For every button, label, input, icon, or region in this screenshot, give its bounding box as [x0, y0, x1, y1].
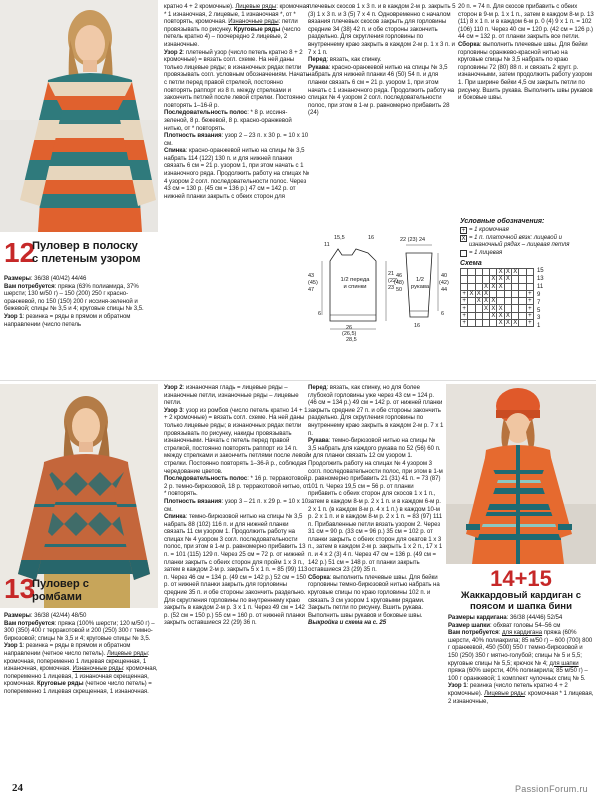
item1415-col: [448, 614, 594, 784]
bold-run: Размеры кардигана: [448, 614, 507, 621]
pattern-cell: X: [469, 291, 474, 298]
dim-26-5: (26,5): [342, 331, 357, 337]
legend-symbol: +: [461, 228, 466, 234]
text-run: : резинка = ряды в прямом и обратном направлении (четное число петель).: [4, 642, 131, 657]
text-paragraph: [4, 620, 158, 643]
text-run: Лицевые ряды: [235, 3, 277, 10]
dim-22-23-24: 22 (23) 24: [400, 237, 426, 243]
text-run: : обхват головы 54–56 см: [489, 621, 561, 629]
dim-42: (42): [439, 280, 449, 286]
bold-run: Узор 1: [4, 312, 23, 320]
text-paragraph: [164, 384, 310, 407]
item12-col3: [308, 3, 456, 211]
bold-run: Плотность вязания: [164, 497, 222, 505]
pattern-cell: +: [462, 312, 466, 319]
text-run: : узор из ромбов (число петель кратно 14 + 1 + 2 кромочные) = вязать согл. схеме. На ней даны только лицевые ряды; в изнаночных рядах петли провязывать по рисунку, накиды провязывать изнаночными. Начать с петель перед правой стрелкой, постоянно повторять раппорт из 14 п. между стрелками и закончить петлями после левой стрелки. Постоянно повторять 1–36-й р., соблюдая чередование цветов.: [164, 406, 309, 475]
bold-run: Вам потребуется: [4, 619, 55, 627]
pattern-cell: [504, 290, 511, 297]
model-photo-striped: [0, 0, 158, 232]
pattern-cell: [468, 283, 475, 290]
text-run: : узор 3 – 21 п. х 29 р. = 10 х 10 см.: [164, 497, 309, 513]
pattern-cell: +: [462, 320, 466, 327]
photo-jacquard-cardigan: [446, 384, 596, 564]
pattern-cell: [468, 269, 475, 276]
pattern-cell: X: [498, 276, 503, 283]
legend-item: [460, 250, 594, 257]
pattern-cell: [490, 320, 497, 327]
pattern-cell: [461, 276, 468, 283]
dim-15-5: 15,5: [334, 235, 345, 241]
model-photo-cardigan: [446, 384, 596, 564]
pattern-cell: [490, 269, 497, 276]
text-run: : темно-бирюзовой нитью на спицы № 3,5 набрать для каждого рукава по 52 (56) 60 п. и для планки связать 12 см узором 1. Продолжить работу на спицах № 4 узором 3 согл. последовательности полос, при этом в 1-м р. равномерно прибавить 21 (31) 41 п. = 73 (87) 101 п. Через 19,5 см = 56 р. от планки прибавить с обеих сторон для скосов 1 х 1 п., затем в каждом 8-м р. 2 х 1 п. и в каждом 6-м р. 2 х 1 п. (в каждом 8-м р. 4 х 1 п.) в каждом 10-м р. 2 х 1 п. и в каждом 8-м р. 2 х 1 п. = 83 (97) 111 п. Прибавленные петли вязать узором 2. Через 31 см = 90 р. (33 см = 96 р.) 35 см = 102 р. от планки закрыть с обеих сторон для окатов 1 х 3 п., затем в каждом 2-м р. закрыть 1 х 2 п., 17 х 1 п. и 4 х 2 (3) 4 п. Через 47 см = 136 р. (49 см = 142 р.) 51 см = 148 р. от планки закрыть оставшиеся 23 (29) 35 п.: [308, 437, 443, 574]
pattern-cell: +: [528, 320, 532, 327]
pattern-cell: [519, 305, 526, 312]
pattern-cell: +: [462, 291, 466, 298]
site-watermark: PassionForum.ru: [514, 784, 588, 794]
text-run: кратно 4 + 2 кромочные).: [164, 3, 236, 10]
dim-44: 44: [441, 287, 448, 293]
text-paragraph: [448, 622, 594, 630]
bold-run: Выкройка и схема на с. 25: [308, 619, 387, 627]
pattern-row-numbers: [537, 268, 544, 331]
pattern-table: [460, 268, 534, 327]
text-run: : 36/38 (42/44) 48/50: [30, 612, 87, 619]
text-run: : узор 2 – 23 п. х 30 р. = 10 х 10 см.: [164, 132, 309, 147]
bold-run: Узор 3: [164, 406, 183, 414]
pattern-cell: X: [484, 291, 489, 298]
item12-col2: [164, 3, 310, 375]
pattern-cell: [497, 298, 504, 305]
pattern-cell: X: [491, 298, 496, 305]
garment-schematic: [308, 225, 456, 345]
pattern-cell: [468, 312, 475, 319]
dim-43: 43: [308, 273, 315, 279]
page-number: 24: [12, 782, 23, 794]
text-paragraph: [4, 283, 158, 313]
pattern-cell: [526, 276, 533, 283]
bold-run: Спинка: [164, 513, 186, 521]
text-run: : темно-бирюзовой нитью на спицы № 3,5 набрать 88 (102) 116 п. и для нижней планки связать 11 см узором 1. Продолжить работу на спицах № 4 узором 3 согл. последовательности полос, при этом в 1-м р. равномерно прибавить 13 п. = 101 (115) 129 п. Через 25 см = 72 р. от нижней планки закрыть с обеих сторон для пройм 1 х 3 п., затем в каждом 2-м р. закрыть 5 х 1 п. = 85 (99) 113 п. Через 46 см = 134 р. (49 см = 142 р.) 52 см = 150 р. от нижней планки закрыть для горловины средние 35 п. и обе стороны закончить раздельно. Для скругления горловины по внутреннему краю закрыть в каждом 2-м р. 3 х 1 п. Через 49 см = 142 р. (52 см = 150 р.) 55 см = 160 р. от нижней планки закрыть оставшиеся 22 (29) 36 п.: [164, 513, 308, 627]
legend-block: [460, 218, 594, 258]
pattern-row: [461, 276, 534, 283]
legend-symbol: X: [461, 236, 466, 242]
legend-text: = 1 кромочная: [469, 227, 509, 233]
pattern-cell: [519, 276, 526, 283]
dim-40: 40: [441, 273, 448, 279]
pattern-cell: [519, 312, 526, 319]
text-run: : красно-оранжевой нитью на спицы № 3,5 набрать для нижней планки 46 (50) 54 п. и для планки связать 6 см = 21 р. узором 1, при этом начать с 1 изнаночного ряда. Продолжить работу на спицах № 4 узором 2 согл. последовательности полос, при этом в 1-м р. равномерно прибавить 28 (24): [308, 63, 455, 117]
pattern-cell: [490, 290, 497, 297]
item12-col4: [458, 3, 594, 215]
text-run: : 36/38 (44/46) 52/54: [506, 614, 563, 621]
pattern-cell: X: [498, 320, 503, 327]
text-run: : красно-оранжевой нитью на спицы № 3,5 набрать 114 (122) 130 п. и для нижней планки связать 6 см = 21 р. узором 1, при этом начать с 1 изнаночного ряда. Продолжить работу на спицах № 4 узором 2 согл. последовательности полос. Через 43 см = 130 р. (45 см = 136 р.) 47 см = 142 р. от нижней планки закрыть с обеих сторон для: [164, 147, 310, 200]
row-number: 13: [536, 275, 544, 282]
bold-run: Рукава: [308, 63, 329, 71]
pattern-cell: [504, 298, 511, 305]
text-run: : резинка (число петель кратно 4 + 2 кромочные).: [448, 682, 568, 697]
pattern-cell: [475, 320, 482, 327]
pattern-cell: [475, 305, 482, 312]
pattern-cell: X: [513, 320, 518, 327]
text-paragraph: [164, 498, 310, 513]
bold-run: Спинка: [164, 147, 186, 155]
pattern-cell: X: [484, 298, 489, 305]
schematic-front-label: 1/2 переда и спинки: [340, 277, 370, 290]
bold-run: Вам потребуется: [448, 629, 499, 637]
text-paragraph: [164, 3, 310, 49]
pattern-cell: [482, 320, 489, 327]
text-run: Изнаночные ряды: [72, 665, 123, 673]
pattern-cell: [519, 269, 526, 276]
pattern-cell: [461, 283, 468, 290]
text-paragraph: [308, 64, 456, 117]
pattern-cell: [475, 312, 482, 319]
pattern-row: [461, 290, 534, 297]
pattern-cell: X: [498, 283, 503, 290]
text-run: : пряжа (63% полиамида, 37% шерсти; 130 м/50 г) – 150 (200) 250 г красно-оранжевой, по 150 (150) 200 г иссиня-зеленой и бежевой; спицы № 3,5 и 4; круговые спицы № 3,5.: [4, 282, 144, 313]
pattern-cell: [468, 298, 475, 305]
dim-46: 46: [396, 273, 403, 279]
row-number: 7: [536, 299, 541, 306]
text-run: (число петель кратно 4) – поочередно 2 лицевые, 2 изнаночные.: [164, 25, 301, 48]
pattern-grid: [460, 268, 594, 331]
pattern-cell: [519, 283, 526, 290]
pattern-row: [461, 305, 534, 312]
text-run: Изнаночные ряды: [228, 18, 279, 26]
pattern-cell: X: [484, 283, 489, 290]
pattern-cell: [482, 269, 489, 276]
pattern-cell: [526, 269, 533, 276]
bold-run: Размеры: [4, 612, 31, 619]
pattern-cell: [512, 298, 519, 305]
pattern-cell: X: [498, 312, 503, 319]
text-paragraph: [164, 109, 310, 132]
pattern-cell: +: [528, 312, 532, 319]
dim-16: 16: [368, 235, 375, 241]
pattern-cell: X: [491, 283, 496, 290]
pattern-cell: [482, 312, 489, 319]
legend-text: = 1 лицевая: [469, 250, 503, 256]
pattern-row: [461, 320, 534, 327]
item1415-number: 14+15: [490, 566, 552, 591]
pattern-cell: X: [498, 269, 503, 276]
pattern-chart: [460, 260, 594, 330]
dim-26: 26: [346, 325, 353, 331]
text-run: Лицевые ряды: [484, 689, 525, 697]
pattern-cell: [512, 312, 519, 319]
text-paragraph: [4, 275, 158, 283]
text-run: :: [498, 629, 502, 637]
pattern-row: [461, 283, 534, 290]
bold-run: Сборка: [458, 40, 480, 48]
photo-striped-pullover: [0, 0, 158, 232]
text-run: : пряжа (100% шерсти; 120 м/50 г) – 300 (350) 400 г терракотовой и 200 (250) 300 г темно-бирюзовой; спицы № 3,5 и 4; круговые спицы № 3,5.: [4, 619, 155, 642]
dim-6b: 6: [441, 311, 445, 317]
pattern-cell: X: [484, 305, 489, 312]
bold-run: Круговые ряды: [36, 680, 84, 688]
text-run: 20 п. = 74 п. Для скосов прибавить с обеих сторон в 9-м р. 1 х 1 п., затем в каждом 8-м р. 13 (11) 8 х 1 п. и в каждом 6-м р. 0 (4) 9 х 1 п. = 102 (106) 110 п. Через 40 см = 120 р. (42 см = 126 р.) 44 см = 132 р. от планки закрыть все петли.: [458, 3, 594, 41]
bold-run: Перед: [308, 56, 327, 64]
text-paragraph: [448, 629, 594, 682]
pattern-cell: X: [505, 320, 510, 327]
text-run: : резинка = ряды в прямом и обратном направлении (число петель: [4, 312, 131, 328]
text-paragraph: [4, 642, 158, 695]
pattern-cell: [504, 283, 511, 290]
text-run: для кардигана: [501, 629, 543, 637]
pattern-cell: [475, 283, 482, 290]
pattern-cell: [468, 276, 475, 283]
text-paragraph: [164, 49, 310, 110]
pattern-cell: X: [476, 291, 481, 298]
pattern-cell: X: [476, 298, 481, 305]
text-run: : изнаночная гладь = лицевые ряды – изнаночные петли, изнаночные ряды – лицевые петли.: [164, 384, 299, 407]
pattern-cell: X: [505, 269, 510, 276]
bold-run: Рукава: [308, 437, 329, 445]
text-run: : кромочная, попеременно 1 лицевая скрещенная, 1 изнаночная, кромочная.: [4, 649, 150, 673]
item12-number: 12: [4, 237, 36, 268]
row-number: 1: [536, 323, 541, 330]
pattern-cell: [468, 320, 475, 327]
pattern-cell: X: [491, 276, 496, 283]
pattern-cell: +: [528, 298, 532, 305]
text-run: пряжа (60% шерсти, 40% полиакрила; 85 м/50 г) – 600 (700) 800 г оранжевой, 450 (500) 550 г темно-бирюзовой и 150 (250) 350 г мятно-голубой; спицы № 5 и 5,5; круговые спицы № 5,5; крючок № 4;: [448, 629, 593, 667]
bold-run: Круговые ряды: [233, 25, 281, 33]
chart-title: Схема: [460, 260, 482, 267]
pattern-cell: X: [498, 305, 503, 312]
pattern-cell: X: [491, 312, 496, 319]
bold-run: Сборка: [308, 573, 330, 581]
item13-col3: [308, 384, 444, 784]
bold-run: Последовательность полос: [164, 109, 248, 117]
dim-28-5: 28,5: [346, 337, 357, 343]
text-paragraph: [308, 574, 444, 620]
pattern-row: [461, 269, 534, 276]
text-paragraph: [308, 56, 456, 64]
pattern-cell: [512, 283, 519, 290]
text-run: : вязать, как спинку, но для более глубокой горловины уже через 43 см = 124 р. (46 см = 134 р.) 49 см = 142 р. от нижней планки закрыть средние 27 п. и обе стороны закончить раздельно. Для скругления горловины по внутреннему краю закрыть в каждом 2-м р. 7 х 1 п.: [308, 384, 444, 437]
text-paragraph: [448, 682, 594, 705]
dim-45: (45): [308, 280, 318, 286]
item12-title: Пуловер в полоску с плетеным узором: [32, 240, 141, 265]
bold-run: Последовательность полос: [164, 475, 248, 483]
bold-run: Плотность вязания: [164, 132, 222, 140]
legend-title: Условные обозначения:: [460, 218, 545, 225]
dim-47: 47: [308, 287, 315, 293]
pattern-cell: +: [462, 298, 466, 305]
bold-run: Размер шапки: [448, 621, 490, 629]
section-divider: [0, 380, 596, 381]
pattern-cell: [512, 290, 519, 297]
pattern-cell: [468, 305, 475, 312]
bold-run: Узор 2: [164, 48, 183, 56]
item13-col2: [164, 384, 310, 784]
text-run: : выполнить плечевые швы. Для бейки горловины оранжево-красной нитью на круговые спицы № 3,5 набрать по краю горловины 72 (80) 88 п. и связать 2 кругг. р. изнаночными, затем продолжить работу узором 1. При ширине бейки 4,5 см закрыть петли по рисунку. Вшить рукава. Выполнить швы рукавов и боковые швы.: [458, 40, 593, 102]
text-run: : * 16 р. терракотовой, 2 р. темно-бирюзовой, 18 р. терракотовой нитью, от * повторять.: [164, 475, 309, 498]
item1415-title: Жаккардовый кардиган с поясом и шапка бини: [460, 590, 582, 612]
pattern-cell: [519, 320, 526, 327]
pattern-cell: [475, 269, 482, 276]
row-number: 3: [536, 315, 541, 322]
text-paragraph: [448, 614, 594, 622]
pattern-cell: [497, 290, 504, 297]
text-run: : * 8 р. иссиня-зеленой, 8 р. бежевой, 8 р. красно-оранжевой нитью, от * повторять.: [164, 109, 292, 132]
item12-heading: [4, 238, 160, 270]
legend-item: [460, 227, 594, 234]
pattern-cell: [526, 283, 533, 290]
dim-6a: 6: [318, 311, 322, 317]
dim-22: (22): [388, 278, 398, 284]
pattern-cell: X: [491, 305, 496, 312]
item12-schematic: [308, 225, 456, 345]
text-paragraph: [308, 384, 444, 437]
item1415-heading: [446, 568, 596, 610]
pattern-cell: X: [505, 312, 510, 319]
item13-number: 13: [4, 573, 36, 604]
text-paragraph: [164, 513, 310, 627]
pattern-row: [461, 312, 534, 319]
text-run: : плетеный узор (число петель кратно 8 + 2 кромочные) = вязать согл. схеме. На ней даны только лицевые ряды; в изнаночных рядах петли провязывать согл. условным обозначениям. Начать с петли перед правой стрелкой, постоянно повторять раппорт из 8 п. между стрелками и закончить петлей после левой стрелки. Постоянно повторять 1–16-й р.: [164, 48, 309, 109]
dim-11: 11: [324, 242, 330, 248]
row-number: 15: [536, 268, 544, 274]
text-run: : вязать, как спинку.: [326, 56, 382, 64]
bold-run: Узор 1: [4, 642, 23, 650]
item13-heading: [4, 574, 158, 608]
text-paragraph: [308, 619, 444, 627]
dim-50: 50: [396, 287, 403, 293]
text-run: : кромочная, попеременно 1 лицевая, 1 изнаночная скрещенная, кромочная.: [4, 665, 158, 688]
text-run: пряжа (60% шерсти, 40% полиакрила; 85 м/50 г) – 100 г оранжевой; 1 комплект чулочных спиц № 5.: [448, 667, 588, 682]
legend-item: [460, 235, 594, 249]
dim-21: 21: [388, 271, 395, 277]
item13-title: Пуловер с ромбами: [32, 578, 90, 603]
text-run: : 36/38 (40/42) 44/46: [30, 275, 87, 282]
row-number: 11: [536, 283, 544, 290]
legend-list: [460, 227, 594, 257]
text-paragraph: [308, 3, 456, 56]
text-run: (четное число петель) = попеременно 1 лицевая скрещенная, 1 изнаночная.: [4, 680, 152, 695]
text-paragraph: [4, 313, 158, 328]
dim-48: (48): [394, 280, 404, 286]
dim-16s: 16: [414, 323, 421, 329]
pattern-cell: X: [505, 276, 510, 283]
pattern-cell: [482, 276, 489, 283]
dim-23: 23: [388, 285, 395, 291]
pattern-cell: +: [528, 291, 532, 298]
row-number: 5: [536, 307, 541, 314]
text-paragraph: [458, 3, 594, 41]
bold-run: Узор 1: [448, 682, 467, 690]
row-number: 9: [536, 291, 541, 298]
text-run: : кромочная * 1 изнаночная, 2 лицевые, 1 изнаночная *, от * повторять, кромочная.: [164, 3, 310, 26]
text-run: Лицевые ряды: [106, 649, 148, 657]
text-run: для шапки: [549, 659, 579, 667]
pattern-cell: [512, 305, 519, 312]
text-paragraph: [164, 147, 310, 200]
pattern-cell: [519, 290, 526, 297]
bold-run: Узор 2: [164, 384, 183, 391]
legend-symbol: [460, 250, 467, 257]
pattern-cell: [504, 305, 511, 312]
item12-col1: [4, 275, 158, 377]
text-paragraph: [164, 475, 310, 498]
pattern-cell: [475, 276, 482, 283]
text-paragraph: [308, 437, 444, 574]
legend-text: = 1 п. платочной вязк: лицевой и изнаночный рядах – лицевая петля: [469, 235, 570, 248]
pattern-cell: +: [462, 305, 466, 312]
text-paragraph: [164, 407, 310, 475]
bold-run: Перед: [308, 384, 327, 391]
schematic-sleeve-label: 1/2 рукава: [410, 277, 430, 290]
bold-run: Вам потребуется: [4, 282, 55, 290]
text-paragraph: [164, 132, 310, 147]
text-paragraph: [458, 41, 594, 102]
text-run: : кромочная * 1 лицевая, 2 изнаночные,: [448, 689, 594, 705]
text-run: : петли провязывать по рисунку.: [164, 18, 298, 33]
item13-col1: [4, 612, 158, 782]
text-run: : выполнить плечевые швы. Для бейки горловины темно-бирюзовой нитью набрать на круговые спицы по краю горловины 102 п. и связать 3 см узором 1 круговыми рядами. Закрыть петли по рисунку. Вшить рукава. Выполнить швы рукавов и боковые швы.: [308, 573, 440, 619]
text-run: плечевых скосов 1 х 3 п. и в каждом 2-м р. закрыть 5 (3) 1 х 3 п. и 3 (5) 7 х 4 п. Одновременно с началом вязания плечевых скосов закрыть для горловины средние 34 (38) 42 п. и обе стороны закончить раздельно. Для скругления горловины по внутреннему краю закрыть в каждом 2-м р. 1 х 3 п. и 7 х 1 п.: [308, 3, 456, 56]
pattern-cell: [512, 276, 519, 283]
text-paragraph: [4, 612, 158, 620]
pattern-cell: +: [528, 305, 532, 312]
pattern-cell: [519, 298, 526, 305]
pattern-row: [461, 298, 534, 305]
bold-run: Размеры: [4, 275, 31, 282]
pattern-cell: [461, 269, 468, 276]
pattern-cell: X: [513, 269, 518, 276]
